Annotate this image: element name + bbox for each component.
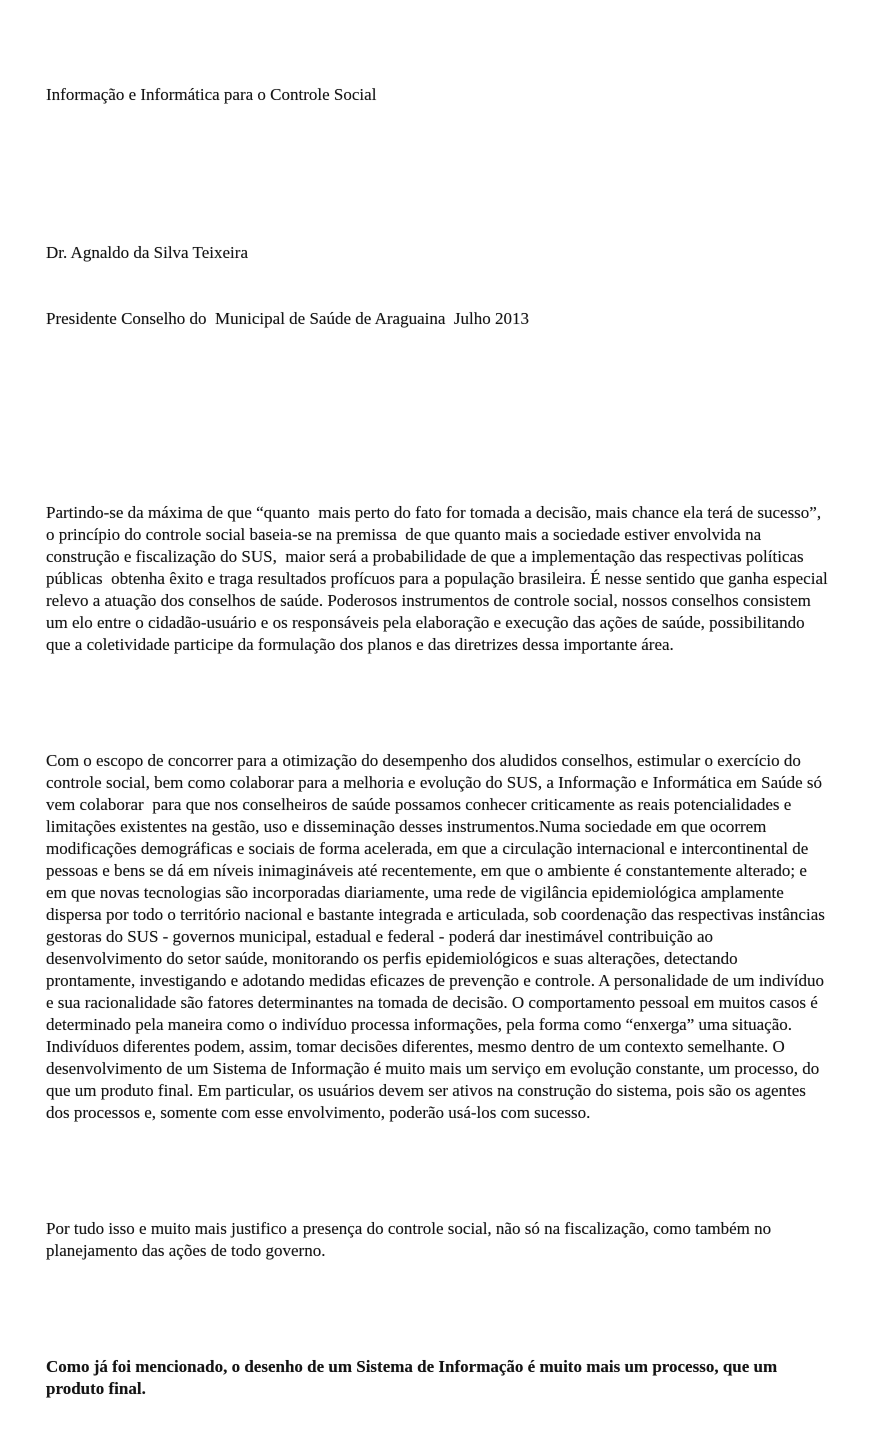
document-title: Informação e Informática para o Controle Social <box>46 85 377 104</box>
byline-block <box>46 198 830 374</box>
paragraph-4-bold-conclusion: Como já foi mencionado, o desenho de um Sistema de Informação é muito mais um processo, que um produto final. <box>46 1357 782 1398</box>
paragraph-1: Partindo-se da máxima de que “quanto mais perto do fato for tomada a decisão, mais chance ela terá de sucesso”, o princípio do controle social baseia-se na premissa de que quanto mais a sociedade estiver envolvida na construção e fiscalização do SUS, maior será a probabilidade de que a implementação das respectivas políticas públicas obtenha êxito e traga resultados profícuos para a população brasileira. É nesse sentido que ganha especial relevo a atuação dos conselhos de saúde. Poderosos instrumentos de controle social, nossos conselhos consistem um elo entre o cidadão-usuário e os responsáveis pela elaboração e execução das ações de saúde, possibilitando que a coletividade participe da formulação dos planos e das diretrizes dessa importante área. <box>46 503 832 654</box>
paragraph-3: Por tudo isso e muito mais justifico a presença do controle social, não só na fiscalização, como também no planejamento das ações de todo governo. <box>46 1219 776 1260</box>
author-name: Dr. Agnaldo da Silva Teixeira <box>46 243 248 262</box>
author-role: Presidente Conselho do Municipal de Saúde de Araguaina Julho 2013 <box>46 309 529 328</box>
document-content <box>46 40 830 1444</box>
paragraph-2: Com o escopo de concorrer para a otimização do desempenho dos aludidos conselhos, estimular o exercício do controle social, bem como colaborar para a melhoria e evolução do SUS, a Informação e Informática em Saúde só vem colaborar para que nos conselheiros de saúde possamos conhecer criticamente as reais potencialidades e limitações existentes na gestão, uso e disseminação desses instrumentos.Numa sociedade em que ocorrem modificações demográficas e sociais de forma acelerada, em que a circulação internacional e intercontinental de pessoas e bens se dá em níveis inimagináveis até recentemente, em que o ambiente é constantemente alterado; e em que novas tecnologias são incorporadas diariamente, uma rede de vigilância epidemiológica amplamente dispersa por todo o território nacional e bastante integrada e articulada, sob coordenação das respectivas instâncias gestoras do SUS - governos municipal, estadual e federal - poderá dar inestimável contribuição ao desenvolvimento do setor saúde, monitorando os perfis epidemiológicos e suas alterações, detectando prontamente, investigando e adotando medidas eficazes de prevenção e controle. A personalidade de um indivíduo e sua racionalidade são fatores determinantes na tomada de decisão. O comportamento pessoal em muitos casos é determinado pela maneira como o indivíduo processa informações, pela forma como “enxerga” uma situação. Indivíduos diferentes podem, assim, tomar decisões diferentes, mesmo dentro de um contexto semelhante. O desenvolvimento de um Sistema de Informação é muito mais um serviço em evolução constante, um processo, do que um produto final. Em particular, os usuários devem ser ativos na construção do sistema, pois são os agentes dos processos e, somente com esse envolvimento, poderão usá-los com sucesso. <box>46 751 830 1122</box>
